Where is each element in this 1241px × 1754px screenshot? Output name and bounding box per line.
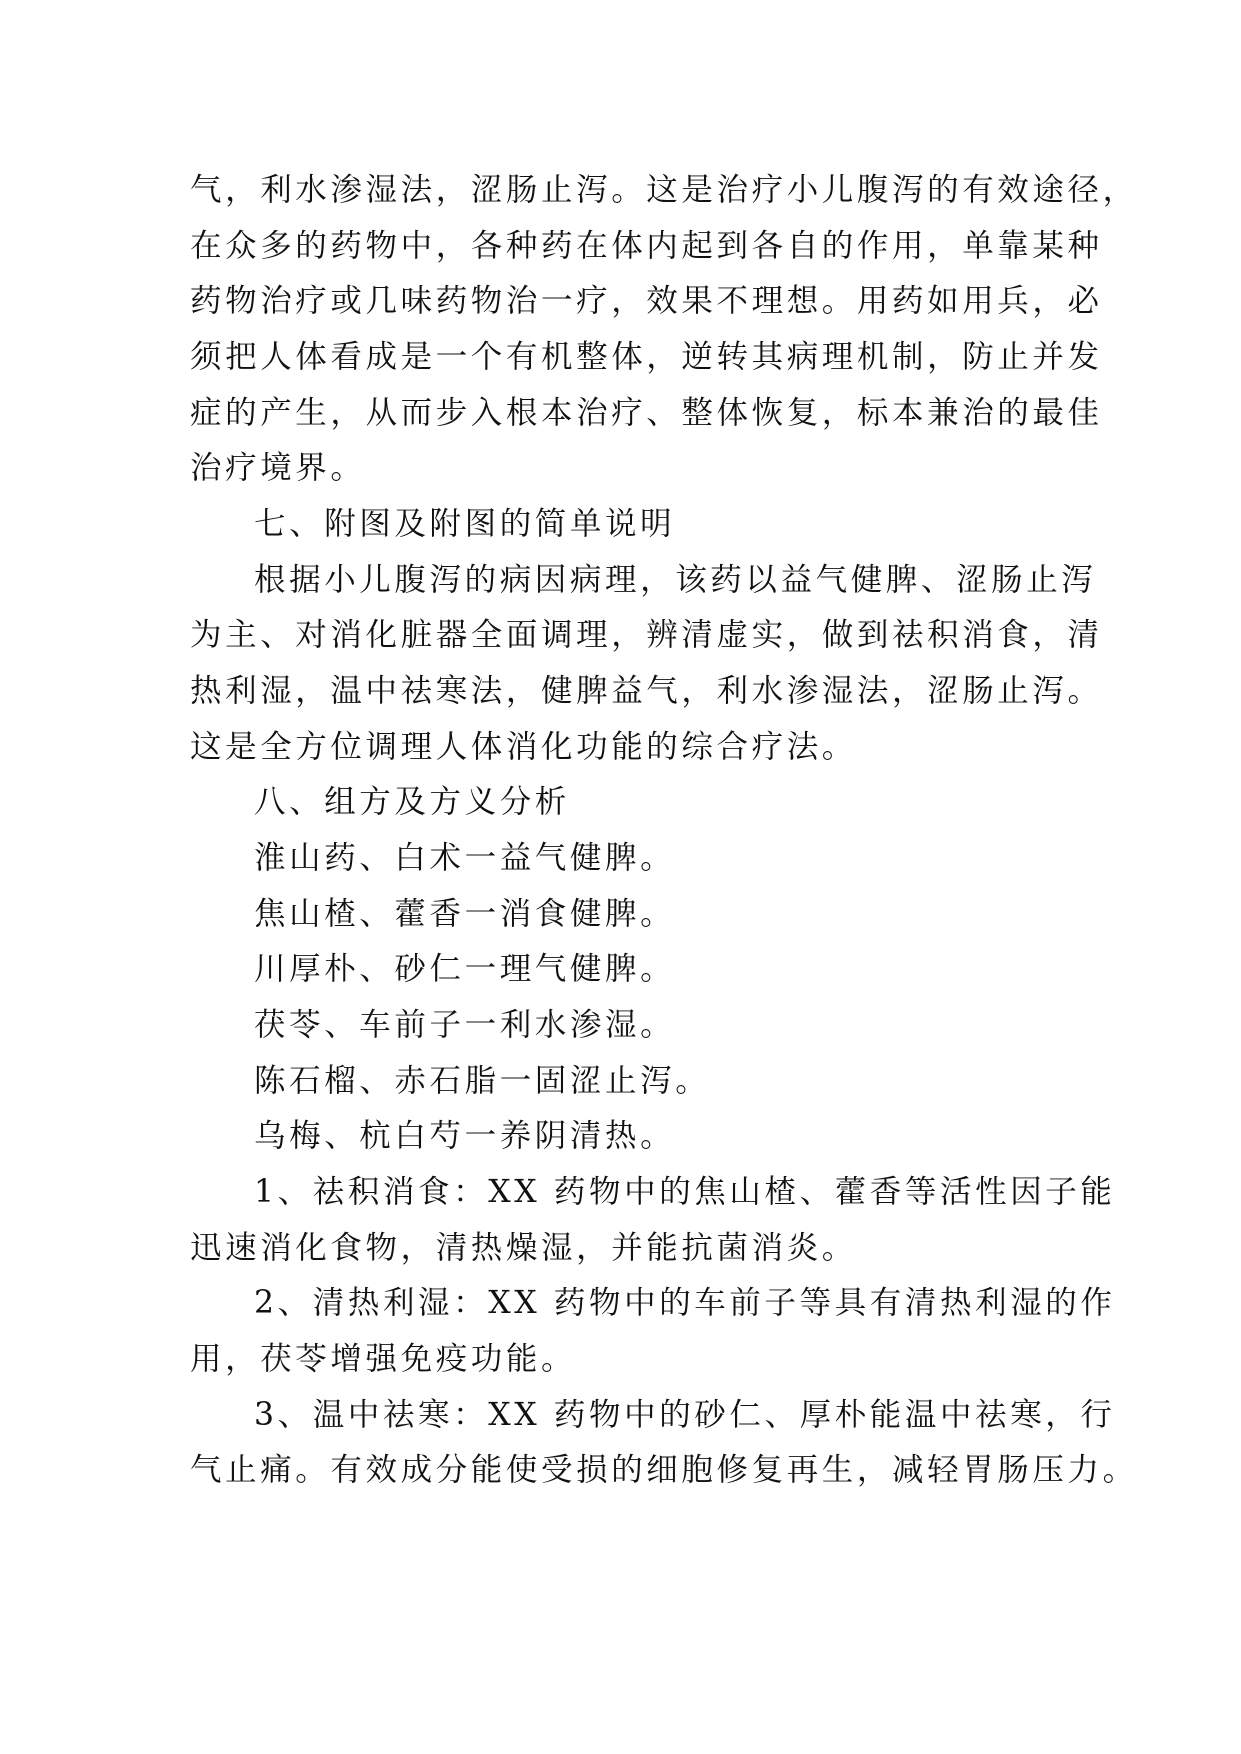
text-line: 为主、对消化脏器全面调理，辨清虚实，做到祛积消食，清 bbox=[190, 617, 1103, 653]
text-line: 这是全方位调理人体消化功能的综合疗法。 bbox=[190, 729, 857, 765]
formula-item: 焦山楂、藿香一消食健脾。 bbox=[254, 896, 676, 932]
section-heading: 七、附图及附图的简单说明 bbox=[254, 506, 676, 542]
formula-item: 乌梅、杭白芍一养阴清热。 bbox=[254, 1118, 676, 1154]
text-line: 气止痛。有效成分能使受损的细胞修复再生，减轻胃肠压力。 bbox=[190, 1452, 1138, 1488]
formula-item: 茯苓、车前子一利水渗湿。 bbox=[254, 1007, 676, 1043]
text-line: 根据小儿腹泻的病因病理，该药以益气健脾、涩肠止泻 bbox=[254, 562, 1097, 598]
text-line: 气，利水渗湿法，涩肠止泻。这是治疗小儿腹泻的有效途径， bbox=[190, 172, 1138, 208]
text-line: 迅速消化食物，清热燥湿，并能抗菌消炎。 bbox=[190, 1230, 857, 1266]
formula-item: 淮山药、白术一益气健脾。 bbox=[254, 840, 676, 876]
text-line: 须把人体看成是一个有机整体，逆转其病理机制，防止并发 bbox=[190, 339, 1103, 375]
text-line: 在众多的药物中，各种药在体内起到各自的作用，单靠某种 bbox=[190, 228, 1103, 264]
text-line: 药物治疗或几味药物治一疗，效果不理想。用药如用兵，必 bbox=[190, 283, 1103, 319]
formula-item: 陈石榴、赤石脂一固涩止泻。 bbox=[254, 1063, 711, 1099]
text-line: 1、祛积消食：XX 药物中的焦山楂、藿香等活性因子能 bbox=[254, 1174, 1116, 1210]
text-line: 热利湿，温中祛寒法，健脾益气，利水渗湿法，涩肠止泻。 bbox=[190, 673, 1103, 709]
text-line: 3、温中祛寒：XX 药物中的砂仁、厚朴能温中祛寒，行 bbox=[254, 1397, 1116, 1433]
formula-item: 川厚朴、砂仁一理气健脾。 bbox=[254, 951, 676, 987]
text-line: 症的产生，从而步入根本治疗、整体恢复，标本兼治的最佳 bbox=[190, 395, 1103, 431]
section-heading: 八、组方及方义分析 bbox=[254, 784, 570, 820]
text-line: 治疗境界。 bbox=[190, 450, 366, 486]
text-line: 用，茯苓增强免疫功能。 bbox=[190, 1341, 577, 1377]
text-line: 2、清热利湿：XX 药物中的车前子等具有清热利湿的作 bbox=[254, 1285, 1116, 1321]
